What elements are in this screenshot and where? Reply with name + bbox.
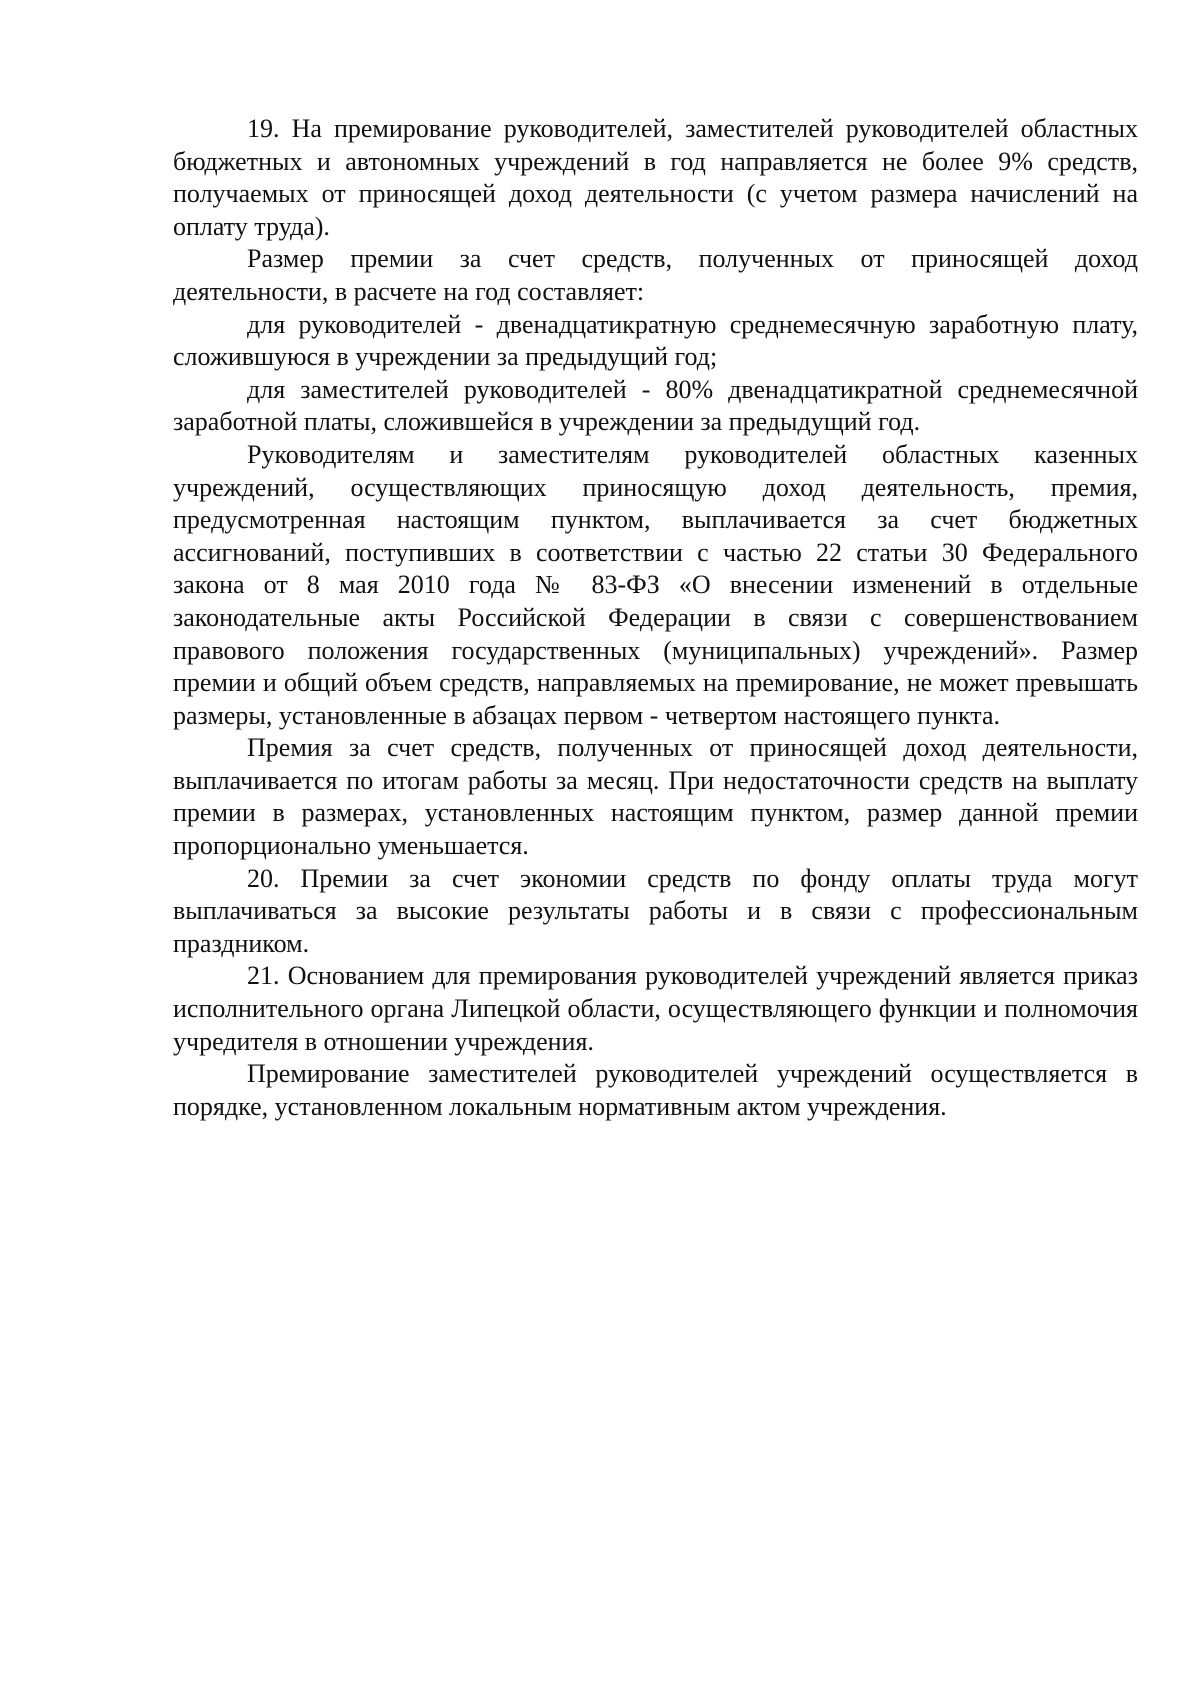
paragraph-19-intro: 19. На премирование руководителей, заместителей руководителей областных бюджетных и автономных учреждений в год направляется не более 9% средств, получаемых от приносящей доход деятельности (с учетом размера начислений на оплату труда).	[173, 114, 1138, 241]
paragraph-20: 20. Премии за счет экономии средств по фонду оплаты труда могут выплачиваться за высокие результаты работы и в связи с профессиональным праздником.	[173, 863, 1138, 958]
paragraph-bonus-size: Размер премии за счет средств, полученных от приносящей доход деятельности, в расчете на год составляет:	[173, 244, 1138, 306]
paragraph-heads: для руководителей - двенадцатикратную среднемесячную заработную плату, сложившуюся в учреждении за предыдущий год;	[173, 309, 1138, 372]
paragraph-deputies-procedure: Премирование заместителей руководителей учреждений осуществляется в порядке, установленном локальным нормативным актом учреждения.	[173, 1059, 1138, 1121]
paragraph-monthly-bonus: Премия за счет средств, полученных от приносящей доход деятельности, выплачивается по итогам работы за месяц. При недостаточности средств на выплату премии в размерах, установленных настоящим пунктом, размер данной премии пропорционально уменьшается.	[173, 733, 1138, 861]
document-body	[173, 113, 1138, 1123]
paragraph-deputies: для заместителей руководителей - 80% двенадцатикратной среднемесячной заработной платы, сложившейся в учреждении за предыдущий год.	[173, 374, 1138, 437]
paragraph-state-institutions: Руководителям и заместителям руководителей областных казенных учреждений, осуществляющих приносящую доход деятельность, премия, предусмотренная настоящим пунктом, выплачивается за счет бюджетных ассигнований, поступивших в соответствии с частью 22 статьи 30 Федерального закона от 8 мая 2010 года № 83-ФЗ «О внесении изменений в отдельные законодательные акты Российской Федерации в связи с совершенствованием правового положения государственных (муниципальных) учреждений». Размер премии и общий объем средств, направляемых на премирование, не может превышать размеры, установленные в абзацах первом - четвертом настоящего пункта.	[173, 439, 1138, 730]
paragraph-21: 21. Основанием для премирования руководителей учреждений является приказ исполнительного органа Липецкой области, осуществляющего функции и полномочия учредителя в отношении учреждения.	[173, 961, 1138, 1056]
